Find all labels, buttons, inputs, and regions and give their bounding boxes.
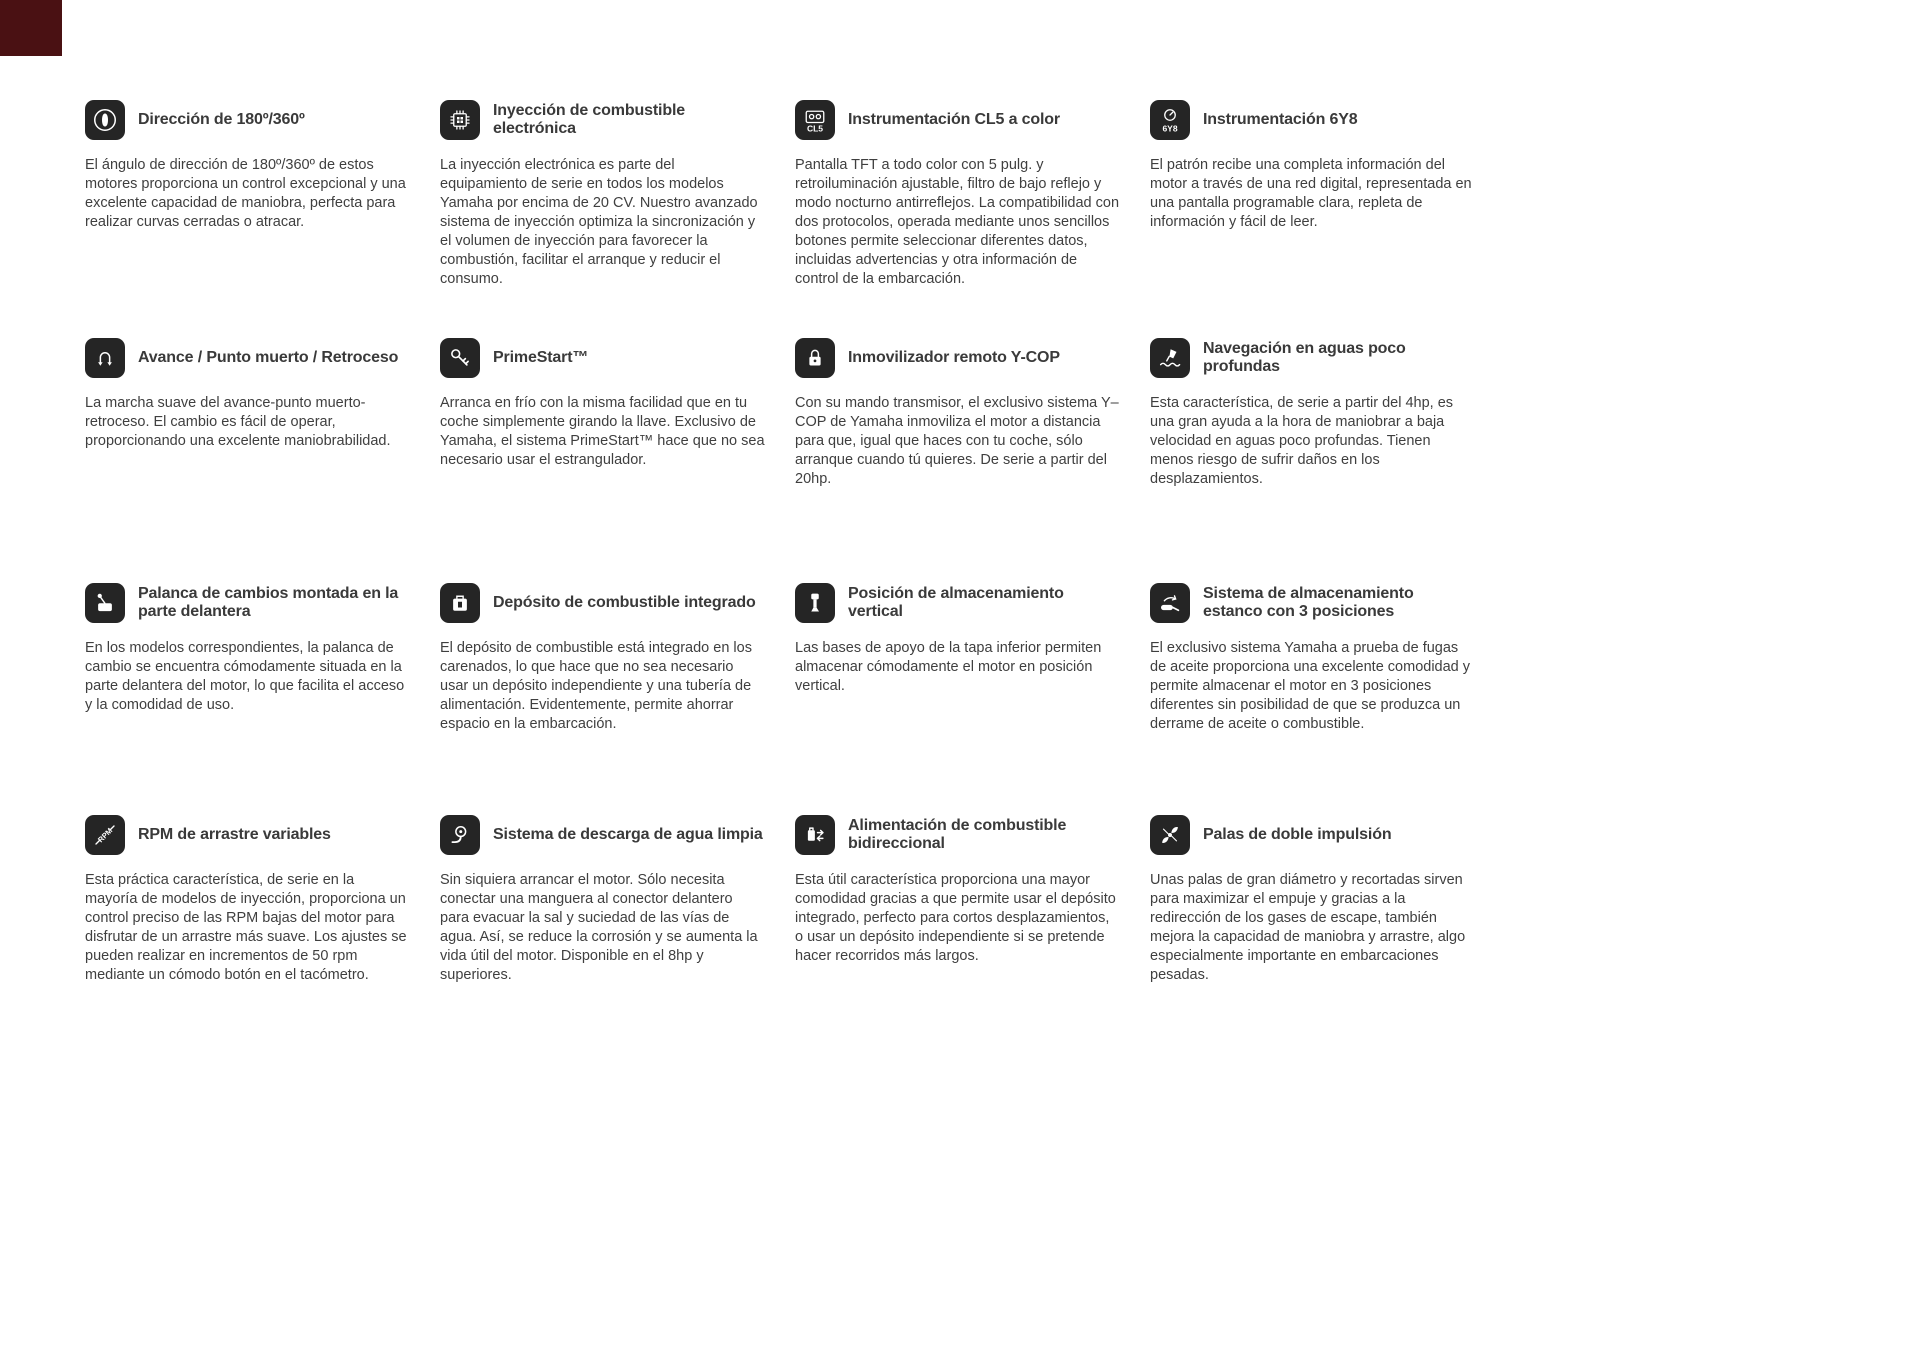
feature-card-front-shift-lever — [85, 583, 440, 715]
feature-card-primestart — [440, 338, 795, 470]
feature-description: Sin siquiera arrancar el motor. Sólo necesita conectar una manguera al conector delantero para evacuar la sal y suciedad de las vías de agua. Así, se reduce la corrosión y se aumenta la vida útil del motor. Disponible en el 8hp y superiores. — [440, 872, 758, 983]
feature-header — [795, 338, 1120, 378]
feature-title: Palas de doble impulsión — [1203, 825, 1392, 843]
feature-description: El ángulo de dirección de 180º/360º de estos motores proporciona un control excepcional y una excelente capacidad de maniobra, perfecta para realizar curvas cerradas o atracar. — [85, 157, 406, 230]
built-in-fuel-tank-icon — [440, 583, 480, 623]
feature-title: Alimentación de combustible bidireccional — [848, 816, 1067, 852]
feature-title: Avance / Punto muerto / Retroceso — [138, 348, 399, 366]
feature-description: El exclusivo sistema Yamaha a prueba de fugas de aceite proporciona una excelente comodidad y permite almacenar el motor en 3 posiciones diferentes sin posibilidad de que se produzca un derrame de aceite o combustible. — [1150, 640, 1471, 732]
feature-description: Unas palas de gran diámetro y recortadas sirven para maximizar el empuje y gracias a la redirección de los gases de escape, también mejora la capacidad de maniobra y arrastre, algo especialmente importante en embarcaciones pesadas. — [1150, 872, 1466, 983]
feature-header — [85, 100, 410, 140]
feature-title: PrimeStart™ — [493, 348, 589, 366]
feature-card-cl5 — [795, 100, 1150, 289]
primestart-key-icon — [440, 338, 480, 378]
feature-description: La marcha suave del avance-punto muerto-retroceso. El cambio es fácil de operar, proporcionando una excelente maniobrabilidad. — [85, 395, 391, 449]
feature-title: Sistema de almacenamiento estanco con 3 posiciones — [1203, 584, 1414, 620]
feature-header — [795, 583, 1120, 623]
cl5-display-icon — [795, 100, 835, 140]
feature-card-ycop — [795, 338, 1150, 489]
feature-title: RPM de arrastre variables — [138, 825, 331, 843]
feature-title: Inyección de combustible electrónica — [493, 101, 686, 137]
ycop-immobilizer-lock-icon — [795, 338, 835, 378]
feature-description: Pantalla TFT a todo color con 5 pulg. y retroiluminación ajustable, filtro de bajo reflejo y modo nocturno antirreflejos. La compatibilidad con dos protocolos, operada mediante unos sencillos botones permite seleccionar diferentes datos, incluidas advertencias y otra información de control de la embarcación. — [795, 157, 1120, 287]
gear-shift-icon — [85, 338, 125, 378]
feature-description: Arranca en frío con la misma facilidad que en tu coche simplemente girando la llave. Exclusivo de Yamaha, el sistema PrimeStart™ hace que no sea necesario usar el estrangulador. — [440, 395, 765, 468]
feature-header — [440, 583, 765, 623]
feature-header — [440, 338, 765, 378]
freshwater-flushing-icon — [440, 815, 480, 855]
feature-title: Instrumentación 6Y8 — [1203, 110, 1358, 128]
feature-title: Navegación en aguas poco profundas — [1203, 339, 1406, 375]
three-position-storage-icon — [1150, 583, 1190, 623]
feature-card-fuel-tank — [440, 583, 795, 734]
feature-card-steering — [85, 100, 440, 232]
feature-header — [85, 815, 410, 855]
fuel-injection-chip-icon — [440, 100, 480, 140]
feature-description: Las bases de apoyo de la tapa inferior permiten almacenar cómodamente el motor en posición vertical. — [795, 640, 1102, 694]
front-shift-lever-icon — [85, 583, 125, 623]
feature-card-variable-rpm — [85, 815, 440, 985]
feature-header — [795, 100, 1120, 140]
feature-header — [85, 583, 410, 623]
feature-card-shallow-water — [1150, 338, 1505, 489]
steering-360-icon — [85, 100, 125, 140]
svg-text:CL5: CL5 — [806, 123, 824, 134]
feature-description: En los modelos correspondientes, la palanca de cambio se encuentra cómodamente situada en la parte delantera del motor, lo que facilita el acceso y la comodidad de uso. — [85, 640, 405, 713]
feature-header — [1150, 583, 1475, 623]
feature-header — [1150, 100, 1475, 140]
feature-card-6y8 — [1150, 100, 1505, 232]
svg-text:6Y8: 6Y8 — [1162, 123, 1178, 134]
feature-description: El patrón recibe una completa información del motor a través de una red digital, representada en una pantalla programable clara, repleta de información y fácil de leer. — [1150, 157, 1472, 230]
feature-description: Esta práctica característica, de serie en la mayoría de modelos de inyección, proporciona un control preciso de las RPM bajas del motor para disfrutar de un arrastre más suave. Los ajustes se pueden realizar en incrementos de 50 rpm mediante un cómodo botón en el tacómetro. — [85, 872, 407, 983]
feature-card-dual-thrust — [1150, 815, 1505, 985]
feature-title: Palanca de cambios montada en la parte delantera — [138, 584, 399, 620]
feature-title: Posición de almacenamiento vertical — [848, 584, 1064, 620]
dual-fuel-supply-icon — [795, 815, 835, 855]
feature-title: Sistema de descarga de agua limpia — [493, 825, 763, 843]
svg-text:RPM: RPM — [96, 826, 115, 845]
feature-header — [440, 815, 765, 855]
feature-card-fuel-injection — [440, 100, 795, 289]
feature-description: El depósito de combustible está integrado en los carenados, lo que hace que no sea necesario usar un depósito independiente y una tubería de alimentación. Evidentemente, permite ahorrar espacio en la embarcación. — [440, 640, 752, 732]
6y8-gauge-icon — [1150, 100, 1190, 140]
feature-header — [795, 815, 1120, 855]
shallow-water-navigation-icon — [1150, 338, 1190, 378]
feature-card-freshwater-flushing — [440, 815, 795, 985]
feature-header — [1150, 815, 1475, 855]
feature-description: Esta útil característica proporciona una mayor comodidad gracias a que permite usar el depósito integrado, perfecto para cortos desplazamientos, o usar un depósito independiente si se pretende hacer recorridos más largos. — [795, 872, 1116, 964]
dual-thrust-propeller-icon — [1150, 815, 1190, 855]
features-grid — [85, 100, 1505, 985]
variable-trolling-rpm-icon — [85, 815, 125, 855]
feature-header — [1150, 338, 1475, 378]
feature-description: Con su mando transmisor, el exclusivo sistema Y–COP de Yamaha inmoviliza el motor a distancia para que, igual que haces con tu coche, sólo arranque cuando tú quieres. De serie a partir del 20hp. — [795, 395, 1119, 487]
feature-header — [440, 100, 765, 140]
feature-card-three-position-storage — [1150, 583, 1505, 734]
feature-title: Depósito de combustible integrado — [493, 593, 756, 611]
feature-title: Dirección de 180º/360º — [138, 110, 305, 128]
feature-card-vertical-storage — [795, 583, 1150, 696]
feature-title: Inmovilizador remoto Y-COP — [848, 348, 1060, 366]
vertical-storage-icon — [795, 583, 835, 623]
feature-description: Esta característica, de serie a partir del 4hp, es una gran ayuda a la hora de maniobrar a baja velocidad en aguas poco profundas. Tienen menos riesgo de sufrir daños en los desplazamientos. — [1150, 395, 1454, 487]
page-corner-accent — [0, 0, 62, 56]
feature-card-gear-shift — [85, 338, 440, 451]
feature-title: Instrumentación CL5 a color — [848, 110, 1060, 128]
feature-description: La inyección electrónica es parte del equipamiento de serie en todos los modelos Yamaha por encima de 20 CV. Nuestro avanzado sistema de inyección optimiza la sincronización y el volumen de inyección para favorecer la combustión, facilitar el arranque y reducir el consumo. — [440, 157, 758, 287]
feature-card-dual-fuel-supply — [795, 815, 1150, 966]
feature-header — [85, 338, 410, 378]
